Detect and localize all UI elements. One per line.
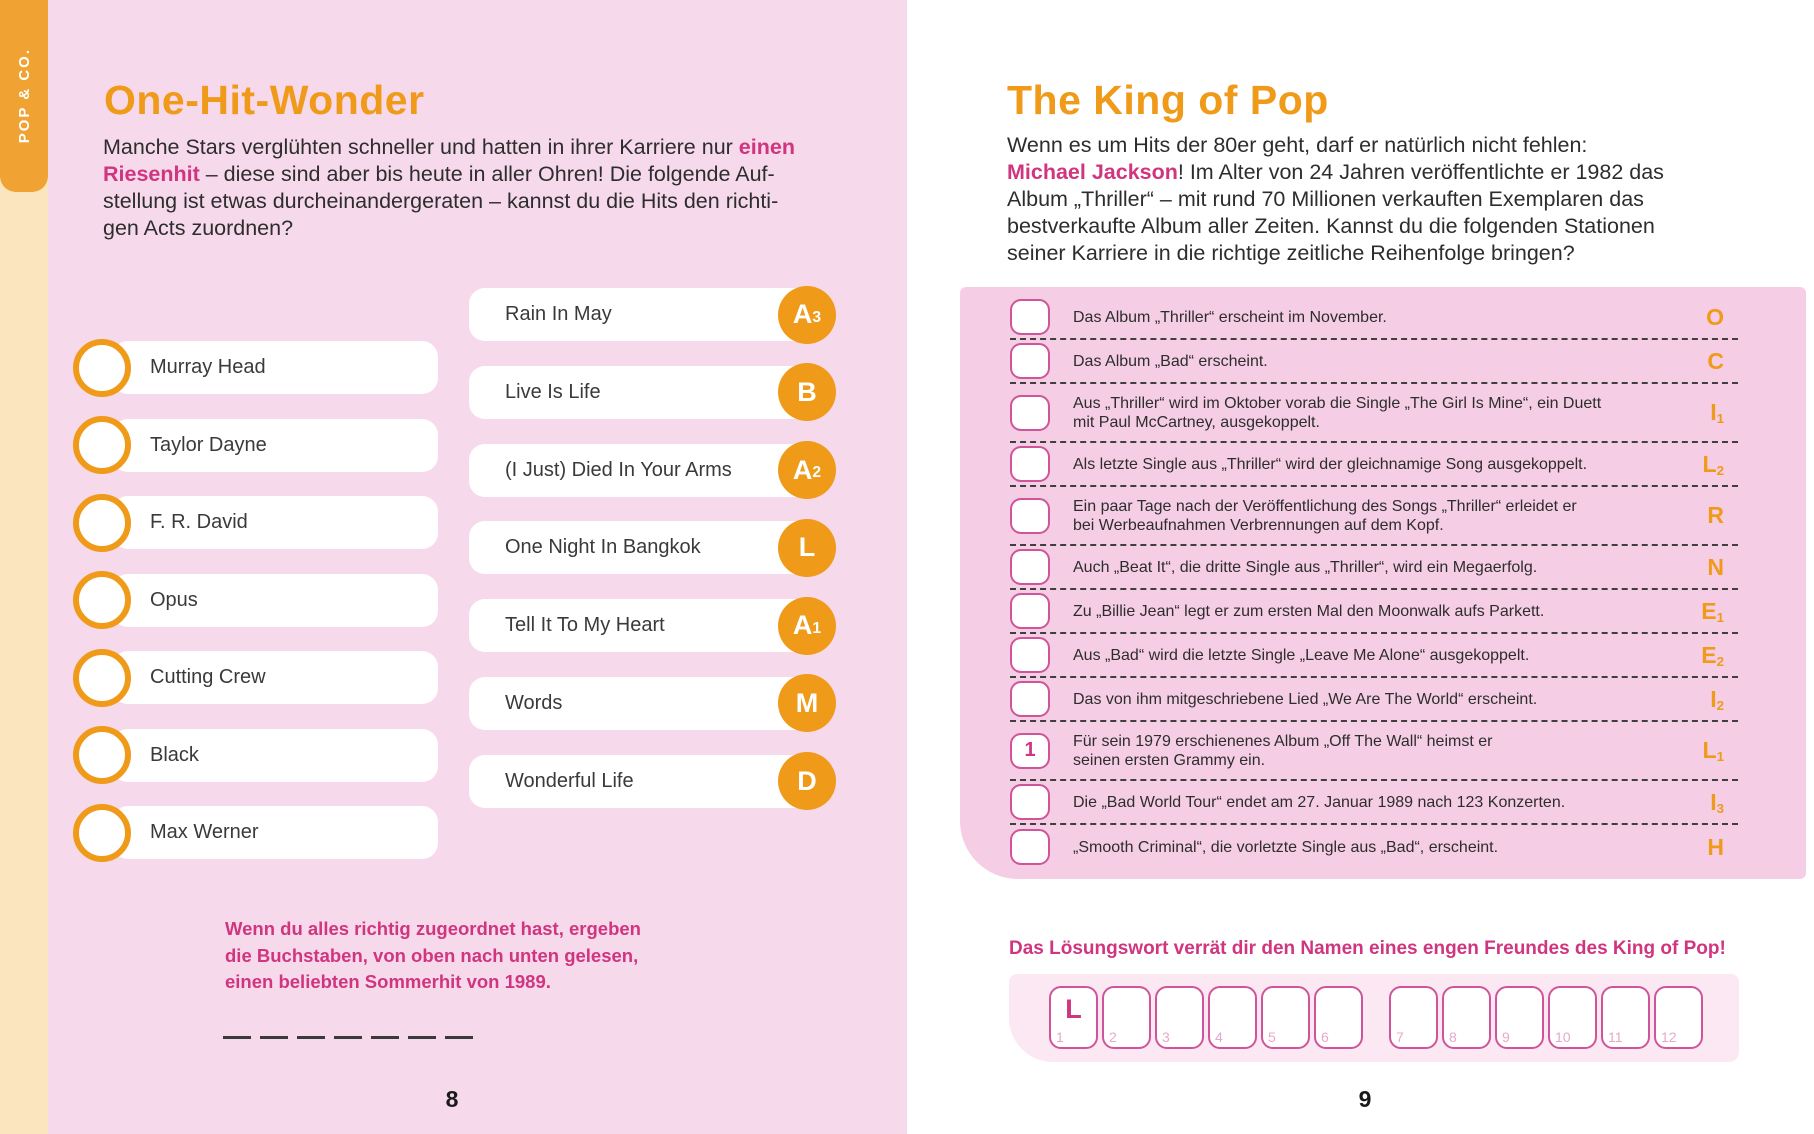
event-text: Das Album „Thriller“ erscheint im November. bbox=[1073, 308, 1387, 326]
song-title: Rain In May bbox=[505, 303, 612, 325]
solution-box[interactable] bbox=[1314, 986, 1363, 1049]
hint-line: einen beliebten Sommerhit von 1989. bbox=[225, 971, 551, 992]
letter-subscript: 1 bbox=[812, 619, 822, 637]
event-row bbox=[1010, 781, 1738, 825]
answer-blank[interactable] bbox=[223, 1022, 251, 1039]
solution-box[interactable] bbox=[1389, 986, 1438, 1049]
hint-line: die Buchstaben, von oben nach unten gelesen, bbox=[225, 944, 639, 966]
solution-box-number: 4 bbox=[1215, 1029, 1223, 1045]
letter-subscript: 2 bbox=[1716, 462, 1724, 478]
letter-subscript: 3 bbox=[812, 308, 822, 326]
event-letter: E1 bbox=[1701, 597, 1724, 625]
event-text: „Smooth Criminal“, die vorletzte Single aus „Bad“, erscheint. bbox=[1073, 838, 1499, 856]
order-checkbox[interactable] bbox=[1010, 395, 1050, 431]
order-checkbox[interactable] bbox=[1010, 549, 1050, 585]
solution-box-number: 11 bbox=[1608, 1029, 1623, 1045]
event-letter: O bbox=[1706, 303, 1724, 330]
order-checkbox[interactable] bbox=[1010, 446, 1050, 482]
solution-box-number: 1 bbox=[1056, 1029, 1064, 1045]
event-letter: E2 bbox=[1701, 641, 1724, 669]
order-checkbox[interactable] bbox=[1010, 343, 1050, 379]
solution-word-hint: Das Lösungswort verrät dir den Namen eines engen Freundes des King of Pop! bbox=[1009, 938, 1726, 959]
page-number-right: 9 bbox=[1358, 1086, 1372, 1112]
order-checkbox[interactable] bbox=[1010, 829, 1050, 865]
section-tab bbox=[0, 0, 48, 192]
song-row bbox=[469, 521, 821, 574]
song-title: (I Just) Died In Your Arms bbox=[505, 458, 732, 481]
match-circle[interactable] bbox=[73, 494, 131, 552]
match-circle[interactable] bbox=[73, 649, 131, 707]
left-solution-hint bbox=[225, 916, 641, 996]
artist-list bbox=[112, 341, 438, 859]
solution-box[interactable] bbox=[1102, 986, 1151, 1049]
match-circle[interactable] bbox=[73, 804, 131, 862]
song-title: Wonderful Life bbox=[505, 769, 634, 792]
event-letter: L2 bbox=[1702, 450, 1724, 478]
answer-blanks bbox=[223, 1022, 473, 1039]
letter-subscript: 2 bbox=[1716, 653, 1724, 669]
text-segment: bestverkaufte Album aller Zeiten. Kannst du die folgenden Stationen bbox=[1007, 214, 1655, 238]
hint-line: Wenn du alles richtig zugeordnet hast, ergeben bbox=[225, 918, 641, 939]
artist-name: Murray Head bbox=[150, 356, 266, 378]
event-row bbox=[1010, 722, 1738, 781]
song-title: One Night In Bangkok bbox=[505, 536, 701, 559]
artist-name: F. R. David bbox=[150, 511, 248, 533]
solution-box-number: 3 bbox=[1162, 1029, 1170, 1045]
solution-box-number: 9 bbox=[1502, 1029, 1510, 1045]
artist-row bbox=[112, 806, 438, 859]
song-row bbox=[469, 288, 821, 341]
song-row bbox=[469, 677, 821, 730]
events-panel bbox=[960, 287, 1806, 879]
artist-row bbox=[112, 341, 438, 394]
text-segment: Wenn es um Hits der 80er geht, darf er natürlich nicht fehlen: bbox=[1007, 133, 1588, 157]
solution-box-number: 7 bbox=[1396, 1029, 1404, 1045]
song-letter-badge: A 1 bbox=[778, 597, 836, 655]
letter-subscript: 2 bbox=[812, 464, 822, 482]
artist-name: Opus bbox=[150, 588, 198, 611]
event-row bbox=[1010, 546, 1738, 590]
solution-box[interactable] bbox=[1208, 986, 1257, 1049]
event-row bbox=[1010, 296, 1738, 340]
song-letter-badge: L bbox=[778, 519, 836, 577]
solution-box-number: 5 bbox=[1268, 1029, 1276, 1045]
highlighted-text: Riesenhit bbox=[103, 162, 200, 186]
song-title: Live Is Life bbox=[505, 380, 601, 403]
artist-row bbox=[112, 574, 438, 627]
event-letter: I2 bbox=[1710, 685, 1724, 713]
event-text: Das Album „Bad“ erscheint. bbox=[1073, 352, 1268, 370]
order-checkbox[interactable] bbox=[1010, 593, 1050, 629]
right-page bbox=[907, 0, 1814, 1134]
event-row bbox=[1010, 634, 1738, 678]
solution-box[interactable] bbox=[1155, 986, 1204, 1049]
text-segment: gen Acts zuordnen? bbox=[103, 216, 294, 240]
event-letter: N bbox=[1707, 553, 1724, 580]
solution-box-row bbox=[1049, 986, 1703, 1049]
letter-subscript: 1 bbox=[1716, 609, 1724, 625]
event-text: Auch „Beat It“, die dritte Single aus „Thriller“, wird ein Megaerfolg. bbox=[1073, 558, 1538, 576]
left-intro-text bbox=[103, 134, 795, 242]
right-intro-text bbox=[1007, 132, 1664, 267]
event-text: Als letzte Single aus „Thriller“ wird der gleichnamige Song ausgekoppelt. bbox=[1073, 455, 1588, 473]
page-number-left: 8 bbox=[445, 1086, 459, 1112]
artist-row bbox=[112, 729, 438, 782]
event-row bbox=[1010, 384, 1738, 443]
highlighted-text: Michael Jackson bbox=[1007, 160, 1178, 184]
song-letter-badge: A 2 bbox=[778, 441, 836, 499]
order-checkbox[interactable] bbox=[1010, 299, 1050, 335]
artist-row bbox=[112, 496, 438, 549]
song-letter-badge: A 3 bbox=[778, 286, 836, 344]
song-row bbox=[469, 755, 821, 808]
event-row bbox=[1010, 825, 1738, 869]
order-checkbox[interactable] bbox=[1010, 637, 1050, 673]
artist-name: Cutting Crew bbox=[150, 666, 266, 688]
letter-subscript: 2 bbox=[1716, 697, 1724, 713]
event-row bbox=[1010, 340, 1738, 384]
event-letter: H bbox=[1707, 833, 1724, 860]
song-letter-badge: B bbox=[778, 363, 836, 421]
solution-box[interactable] bbox=[1548, 986, 1597, 1049]
letter-subscript: 1 bbox=[1716, 411, 1724, 426]
highlighted-text: einen bbox=[738, 135, 795, 159]
event-text: Für sein 1979 erschienenes Album „Off The Wall“ heimst er seinen ersten Grammy ein. bbox=[1073, 732, 1493, 769]
solution-box[interactable] bbox=[1654, 986, 1703, 1049]
event-letter: L1 bbox=[1702, 737, 1724, 764]
solution-box-value: L bbox=[1065, 994, 1082, 1024]
event-letter: R bbox=[1707, 502, 1724, 528]
song-title: Words bbox=[505, 691, 563, 714]
letter-subscript: 1 bbox=[1716, 749, 1724, 764]
artist-name: Max Werner bbox=[150, 821, 259, 843]
text-segment: ! Im Alter von 24 Jahren veröffentlichte er 1982 das bbox=[1177, 160, 1664, 184]
song-row bbox=[469, 366, 821, 419]
artist-name: Taylor Dayne bbox=[150, 433, 267, 456]
song-letter-badge: D bbox=[778, 752, 836, 810]
answer-blank[interactable] bbox=[371, 1022, 399, 1039]
song-letter-badge: M bbox=[778, 674, 836, 732]
section-tab-label: POP & CO. bbox=[15, 48, 33, 144]
event-text: Das von ihm mitgeschriebene Lied „We Are The World“ erscheint. bbox=[1073, 690, 1538, 708]
event-text: Die „Bad World Tour“ endet am 27. Januar 1989 nach 123 Konzerten. bbox=[1073, 793, 1566, 811]
event-row bbox=[1010, 678, 1738, 722]
event-row bbox=[1010, 487, 1738, 546]
text-segment: seiner Karriere in die richtige zeitliche Reihenfolge bringen? bbox=[1007, 241, 1575, 265]
solution-box-number: 8 bbox=[1449, 1029, 1457, 1045]
artist-name: Black bbox=[150, 743, 199, 766]
event-text: Aus „Bad“ wird die letzte Single „Leave Me Alone“ ausgekoppelt. bbox=[1073, 646, 1530, 664]
artist-row bbox=[112, 419, 438, 472]
right-page-title: The King of Pop bbox=[1007, 77, 1329, 123]
order-checkbox[interactable] bbox=[1010, 681, 1050, 717]
event-row bbox=[1010, 590, 1738, 634]
match-circle[interactable] bbox=[73, 339, 131, 397]
artist-row bbox=[112, 651, 438, 704]
song-row bbox=[469, 599, 821, 652]
solution-box-number: 2 bbox=[1109, 1029, 1117, 1045]
solution-box-number: 6 bbox=[1321, 1029, 1329, 1045]
solution-box-number: 12 bbox=[1661, 1029, 1677, 1045]
match-circle[interactable] bbox=[73, 571, 131, 629]
song-title: Tell It To My Heart bbox=[505, 614, 665, 637]
event-text: Aus „Thriller“ wird im Oktober vorab die Single „The Girl Is Mine“, ein Duett mit Paul McCartney, ausgekoppelt. bbox=[1073, 394, 1602, 431]
left-page-title: One-Hit-Wonder bbox=[104, 77, 425, 123]
text-segment: Album „Thriller“ – mit rund 70 Millionen verkauften Exemplaren das bbox=[1007, 187, 1644, 211]
solution-box[interactable] bbox=[1261, 986, 1310, 1049]
event-letter: C bbox=[1707, 347, 1724, 374]
event-text: Ein paar Tage nach der Veröffentlichung des Songs „Thriller“ erleidet er bei Werbeaufnahmen Verbrennungen auf dem Kopf. bbox=[1073, 497, 1577, 534]
answer-blank[interactable] bbox=[334, 1022, 362, 1039]
solution-box[interactable] bbox=[1442, 986, 1491, 1049]
letter-subscript: 3 bbox=[1716, 800, 1724, 816]
text-segment: Manche Stars verglühten schneller und hatten in ihrer Karriere nur bbox=[103, 135, 739, 159]
order-checkbox[interactable] bbox=[1010, 784, 1050, 820]
event-text: Zu „Billie Jean“ legt er zum ersten Mal den Moonwalk aufs Parkett. bbox=[1073, 602, 1545, 620]
answer-blank[interactable] bbox=[445, 1022, 473, 1039]
order-checkbox[interactable] bbox=[1010, 498, 1050, 534]
solution-box[interactable] bbox=[1049, 986, 1098, 1049]
solution-box[interactable] bbox=[1495, 986, 1544, 1049]
solution-box[interactable] bbox=[1601, 986, 1650, 1049]
text-segment: stellung ist etwas durcheinandergeraten – kannst du die Hits den richti- bbox=[103, 189, 779, 213]
answer-blank[interactable] bbox=[260, 1022, 288, 1039]
song-list bbox=[469, 288, 821, 808]
solution-box-number: 10 bbox=[1555, 1029, 1571, 1045]
order-checkbox[interactable]: 1 bbox=[1010, 733, 1050, 769]
event-letter: I1 bbox=[1710, 399, 1724, 426]
solution-bar bbox=[1009, 974, 1739, 1062]
answer-blank[interactable] bbox=[408, 1022, 436, 1039]
match-circle[interactable] bbox=[73, 726, 131, 784]
text-segment: – diese sind aber bis heute in aller Ohren! Die folgende Auf- bbox=[199, 162, 775, 186]
event-letter: I3 bbox=[1710, 788, 1724, 816]
event-row bbox=[1010, 443, 1738, 487]
song-row bbox=[469, 444, 821, 497]
answer-blank[interactable] bbox=[297, 1022, 325, 1039]
match-circle[interactable] bbox=[73, 416, 131, 474]
